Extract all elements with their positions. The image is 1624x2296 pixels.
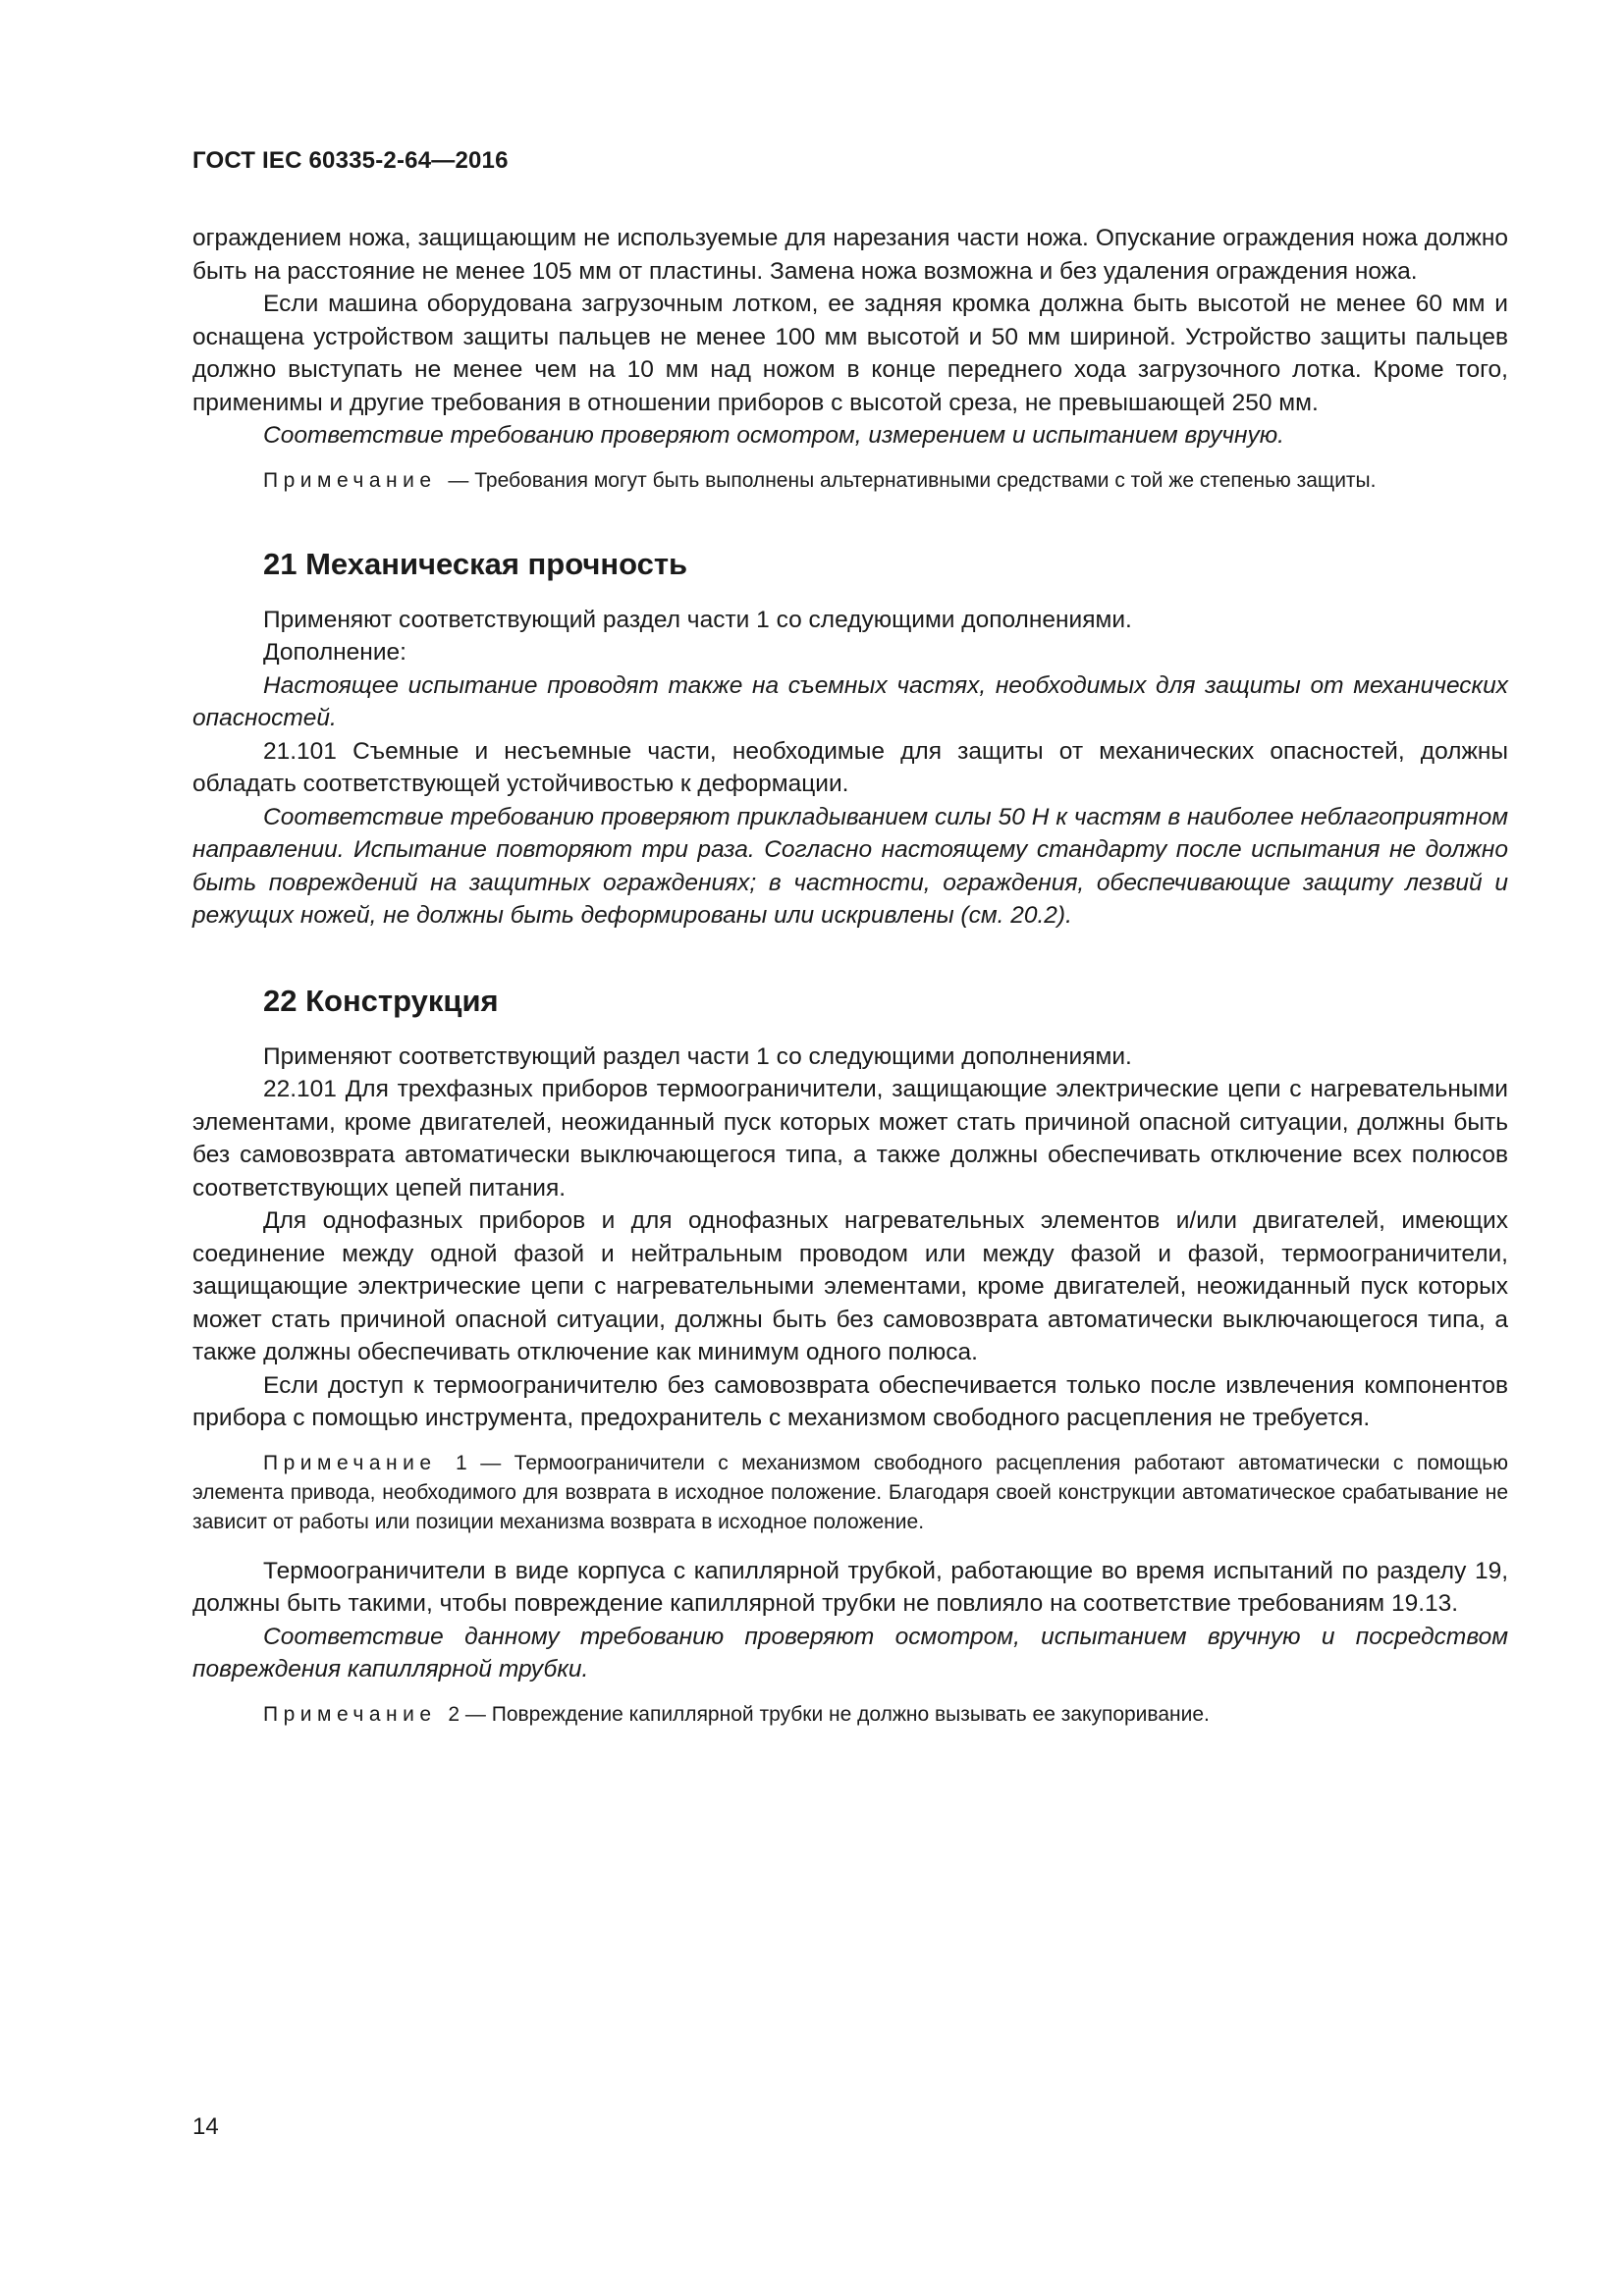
compliance-paragraph: Соответствие требованию проверяют осмотром, измерением и испытанием вручную. (263, 422, 1284, 449)
note-text: 1 — Термоограничители с механизмом свободного расцепления работают автоматически с помощью элемента привода, необходимого для возврата в исходное положение. Благодаря своей конструкции автоматическое срабатывание не зависит от работы или позиции механизма возврата в исходное положение. (192, 1451, 1508, 1533)
note (192, 1700, 1508, 1730)
page-number: 14 (192, 2113, 219, 2140)
paragraph: 22.101 Для трехфазных приборов термоограничители, защищающие электрические цепи с нагревательными элементами, кроме двигателей, неожиданный пуск которых может стать причиной опасной ситуации, должны быть без самовозврата автоматически выключающегося типа, а также должны обеспечивать отключение всех полюсов соответствующих цепей питания. (192, 1076, 1508, 1201)
note-label: Примечание (263, 1702, 437, 1726)
paragraph: Применяют соответствующий раздел части 1 со следующими дополнениями. (263, 606, 1132, 633)
document-header-title: ГОСТ IEC 60335-2-64—2016 (192, 147, 509, 174)
paragraph: Если машина оборудована загрузочным лотком, ее задняя кромка должна быть высотой не менее 60 мм и оснащена устройством защиты пальцев не менее 100 мм высотой и 50 мм шириной. Устройство защиты пальцев должно выступать не менее чем на 10 мм над ножом в конце переднего хода загрузочного лотка. Кроме того, применимы и другие требования в отношении приборов с высотой среза, не превышающей 250 мм. (192, 291, 1508, 416)
note (192, 466, 1508, 496)
note-label: Примечание (263, 1451, 437, 1474)
compliance-paragraph: Соответствие данному требованию проверяют осмотром, испытанием вручную и посредством повреждения капиллярной трубки. (192, 1623, 1508, 1682)
section-heading-21: 21 Механическая прочность (263, 546, 688, 581)
paragraph: ограждением ножа, защищающим не используемые для нарезания части ножа. Опускание ограждения ножа должно быть на расстояние не менее 105 мм от пластины. Замена ножа возможна и без удаления ограждения ножа. (192, 225, 1508, 285)
paragraph: Для однофазных приборов и для однофазных нагревательных элементов и/или двигателей, имеющих соединение между одной фазой и нейтральным проводом или между фазой и фазой, термоограничители, защищающие электрические цепи с нагревательными элементами, кроме двигателей, неожиданный пуск которых может стать причиной опасной ситуации, должны быть без самовозврата автоматически выключающегося типа, а также должны обеспечивать отключение как минимум одного полюса. (192, 1207, 1508, 1365)
note (192, 1449, 1508, 1537)
paragraph: 21.101 Съемные и несъемные части, необходимые для защиты от механических опасностей, должны обладать соответствующей устойчивостью к деформации. (192, 737, 1508, 797)
paragraph: Если доступ к термоограничителю без самовозврата обеспечивается только после извлечения компонентов прибора с помощью инструмента, предохранитель с механизмом свободного расцепления не требуется. (192, 1371, 1508, 1431)
note-text: 2 — Повреждение капиллярной трубки не должно вызывать ее закупоривание. (448, 1702, 1210, 1726)
compliance-paragraph: Соответствие требованию проверяют прикладыванием силы 50 Н к частям в наиболее неблагоприятном направлении. Испытание повторяют три раза. Согласно настоящему стандарту после испытания не должно быть повреждений на защитных ограждениях; в частности, ограждения, обеспечивающие защиту лезвий и режущих ножей, не должны быть деформированы или искривлены (см. 20.2). (192, 803, 1508, 929)
page-content (192, 222, 1508, 1747)
paragraph: Дополнение: (263, 639, 406, 666)
paragraph: Настоящее испытание проводят также на съемных частях, необходимых для защиты от механических опасностей. (192, 671, 1508, 731)
paragraph: Термоограничители в виде корпуса с капиллярной трубкой, работающие во время испытаний по разделу 19, должны быть такими, чтобы повреждение капиллярной трубки не повлияло на соответствие требованиям 19.13. (192, 1557, 1508, 1617)
note-text: — Требования могут быть выполнены альтернативными средствами с той же степенью защиты. (448, 468, 1377, 492)
paragraph: Применяют соответствующий раздел части 1 со следующими дополнениями. (263, 1042, 1132, 1070)
note-label: Примечание (263, 468, 437, 492)
section-heading-22: 22 Конструкция (263, 983, 499, 1018)
